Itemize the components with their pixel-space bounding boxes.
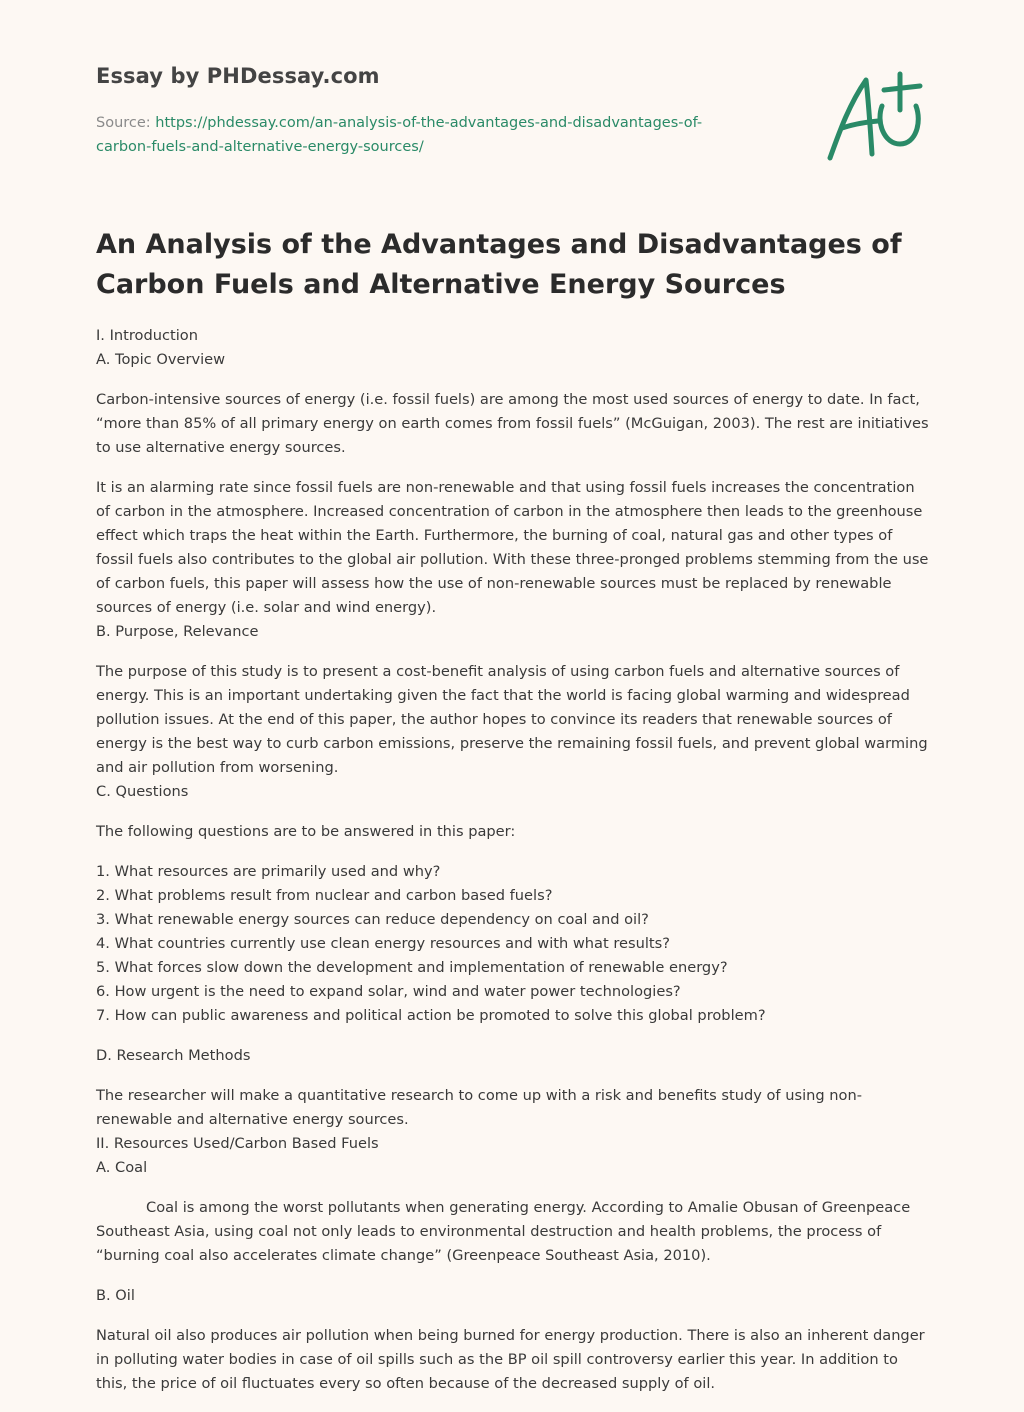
list-item: 2. What problems result from nuclear and carbon based fuels? xyxy=(96,887,553,904)
list-item: 5. What forces slow down the development and implementation of renewable energy? xyxy=(96,959,728,976)
paragraph: Carbon-intensive sources of energy (i.e. fossil fuels) are among the most used sources of energy to date. In fact, “more than 85% of all primary energy on earth comes from fossil fuels” (McGuigan, 2003). The rest are initiatives to use alternative energy sources. xyxy=(96,391,929,456)
question-list xyxy=(96,860,931,1028)
a-plus-logo-icon xyxy=(820,66,930,166)
list-item: 7. How can public awareness and political action be promoted to solve this global problem? xyxy=(96,1007,766,1024)
paragraph: The following questions are to be answered in this paper: xyxy=(96,823,516,840)
essay-body xyxy=(96,324,931,1412)
paragraph-block xyxy=(96,1084,931,1180)
heading-oil: B. Oil xyxy=(96,1287,135,1304)
source-label: Source: xyxy=(96,115,156,131)
essay-title: An Analysis of the Advantages and Disadvantages of Carbon Fuels and Alternative Energy Sources xyxy=(96,229,902,300)
intro-headings xyxy=(96,324,931,372)
paragraph-block xyxy=(96,660,931,804)
source-line xyxy=(96,111,756,159)
heading-purpose: B. Purpose, Relevance xyxy=(96,623,259,640)
list-item: 4. What countries currently use clean energy resources and with what results? xyxy=(96,935,671,952)
heading-introduction: I. Introduction xyxy=(96,327,198,344)
list-item: 1. What resources are primarily used and why? xyxy=(96,863,441,880)
source-link[interactable]: https://phdessay.com/an-analysis-of-the-advantages-and-disadvantages-of-carbon-fuels-and-alternative-energy-sources/ xyxy=(96,115,703,155)
site-brand: Essay by PHDessay.com xyxy=(96,64,380,88)
paragraph: It is an alarming rate since fossil fuels are non-renewable and that using fossil fuels increases the concentration of carbon in the atmosphere. Increased concentration of carbon in the atmosphere then leads to the greenhouse effect which traps the heat within the Earth. Furthermore, the burning of coal, natural gas and other types of fossil fuels also contributes to the global air pollution. With these three-pronged problems stemming from the use of carbon fuels, this paper will assess how the use of non-renewable sources must be replaced by renewable sources of energy (i.e. solar and wind energy). xyxy=(96,479,929,616)
list-item: 3. What renewable energy sources can reduce dependency on coal and oil? xyxy=(96,911,649,928)
paragraph: Coal is among the worst pollutants when generating energy. According to Amalie Obusan of Greenpeace Southeast Asia, using coal not only leads to environmental destruction and health problems, the process of “burning coal also accelerates climate change” (Greenpeace Southeast Asia, 2010). xyxy=(96,1199,911,1264)
paragraph: The purpose of this study is to present a cost-benefit analysis of using carbon fuels and alternative sources of energy. This is an important undertaking given the fact that the world is facing global warming and widespread pollution issues. At the end of this paper, the author hopes to convince its readers that renewable sources of energy is the best way to curb carbon emissions, preserve the remaining fossil fuels, and prevent global warming and air pollution from worsening. xyxy=(96,663,928,776)
heading-research-methods: D. Research Methods xyxy=(96,1047,251,1064)
paragraph-block xyxy=(96,476,931,644)
heading-questions: C. Questions xyxy=(96,783,189,800)
paragraph: Natural oil also produces air pollution when being burned for energy production. There is also an inherent danger in polluting water bodies in case of oil spills such as the BP oil spill controversy earlier this year. In addition to this, the price of oil fluctuates every so often because of the decreased supply of oil. xyxy=(96,1327,925,1392)
list-item: 6. How urgent is the need to expand solar, wind and water power technologies? xyxy=(96,983,681,1000)
paragraph: The researcher will make a quantitative research to come up with a risk and benefits study of using non-renewable and alternative energy sources. xyxy=(96,1087,862,1128)
heading-resources-used: II. Resources Used/Carbon Based Fuels xyxy=(96,1135,379,1152)
heading-topic-overview: A. Topic Overview xyxy=(96,351,226,368)
heading-coal: A. Coal xyxy=(96,1159,148,1176)
